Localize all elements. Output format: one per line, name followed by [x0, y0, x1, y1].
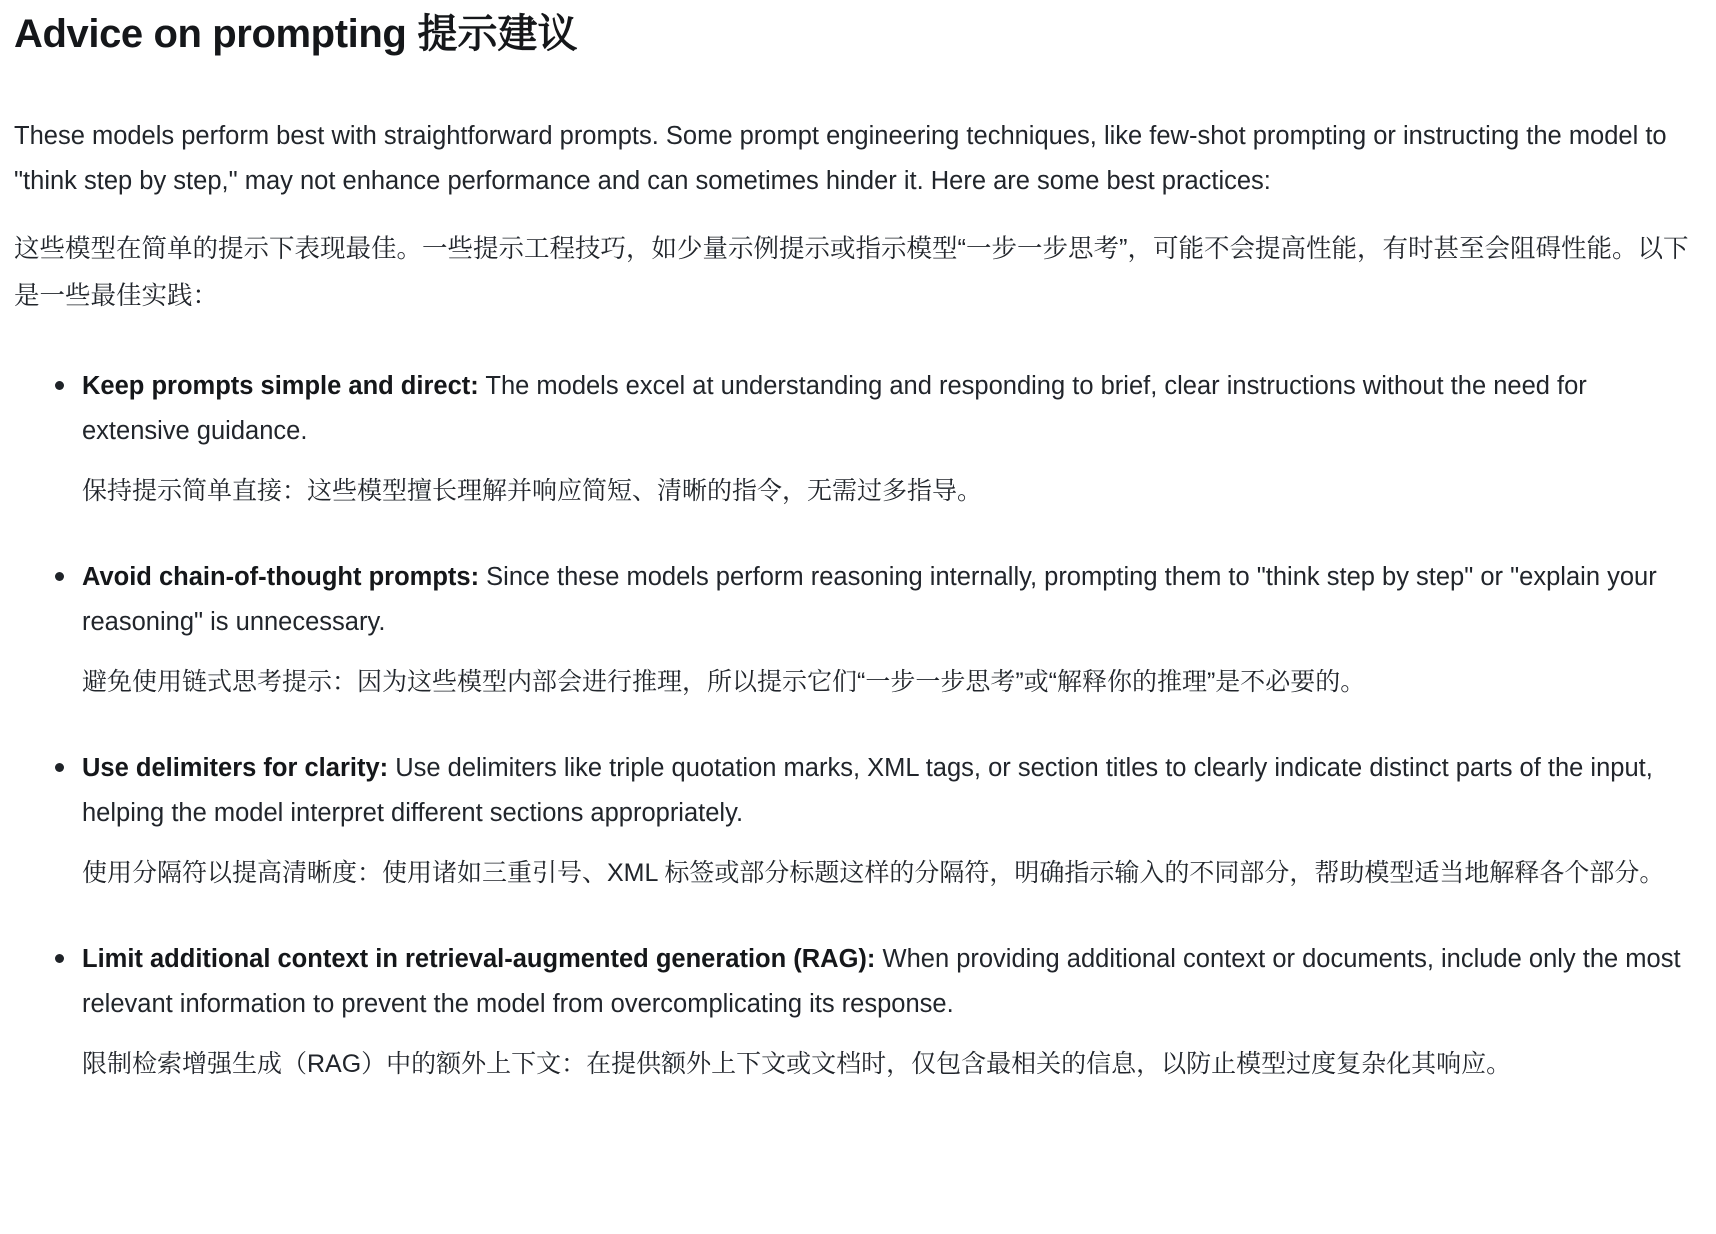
tip-english [82, 746, 1700, 836]
tip-lead-label: Use delimiters for clarity: [82, 754, 389, 782]
tip-body-text: When providing additional context or documents, include only the most relevant information to prevent the model from overcomplicating its response. [82, 945, 1681, 1018]
bullet-icon [55, 954, 64, 963]
list-item [14, 364, 1700, 515]
tip-lead-label: Limit additional context in retrieval-augmented generation (RAG): [82, 945, 876, 973]
bullet-icon [55, 381, 64, 390]
bullet-icon [55, 763, 64, 772]
list-item [14, 746, 1700, 897]
tip-chinese: 限制检索增强生成（RAG）中的额外上下文：在提供额外上下文或文档时，仅包含最相关的信息，以防止模型过度复杂化其响应。 [82, 1050, 1512, 1078]
tip-chinese: 使用分隔符以提高清晰度：使用诸如三重引号、XML 标签或部分标题这样的分隔符，明确指示输入的不同部分，帮助模型适当地解释各个部分。 [82, 859, 1665, 887]
tip-chinese: 避免使用链式思考提示：因为这些模型内部会进行推理，所以提示它们“一步一步思考”或“解释你的推理”是不必要的。 [82, 668, 1366, 696]
list-item [14, 555, 1700, 706]
bullet-icon [55, 572, 64, 581]
tip-english [82, 364, 1700, 454]
tip-chinese: 保持提示简单直接：这些模型擅长理解并响应简短、清晰的指令，无需过多指导。 [82, 477, 983, 505]
page-title-english: Advice on prompting [14, 12, 407, 56]
best-practices-list [14, 364, 1700, 1088]
tip-english [82, 937, 1700, 1027]
tip-body-text: Use delimiters like triple quotation marks, XML tags, or section titles to clearly indicate distinct parts of the input, helping the model interpret different sections appropriately. [82, 754, 1653, 827]
tip-lead-label: Avoid chain-of-thought prompts: [82, 563, 480, 591]
tip-english [82, 555, 1700, 645]
intro-paragraph-chinese: 这些模型在简单的提示下表现最佳。一些提示工程技巧，如少量示例提示或指示模型“一步一步思考”，可能不会提高性能，有时甚至会阻碍性能。以下是一些最佳实践： [14, 235, 1689, 310]
tip-body-text: The models excel at understanding and responding to brief, clear instructions without the need for extensive guidance. [82, 372, 1587, 445]
list-item [14, 937, 1700, 1088]
tip-body-text: Since these models perform reasoning internally, prompting them to "think step by step" or "explain your reasoning" is unnecessary. [82, 563, 1657, 636]
page-title [14, 0, 1700, 58]
page-title-chinese [406, 12, 417, 56]
tip-lead-label: Keep prompts simple and direct: [82, 372, 479, 400]
intro-paragraph-english: These models perform best with straightforward prompts. Some prompt engineering techniques, like few-shot prompting or instructing the model to "think step by step," may not enhance performance and can sometimes hinder it. Here are some best practices: [14, 122, 1667, 195]
page-title-chinese-text: 提示建议 [417, 12, 578, 56]
